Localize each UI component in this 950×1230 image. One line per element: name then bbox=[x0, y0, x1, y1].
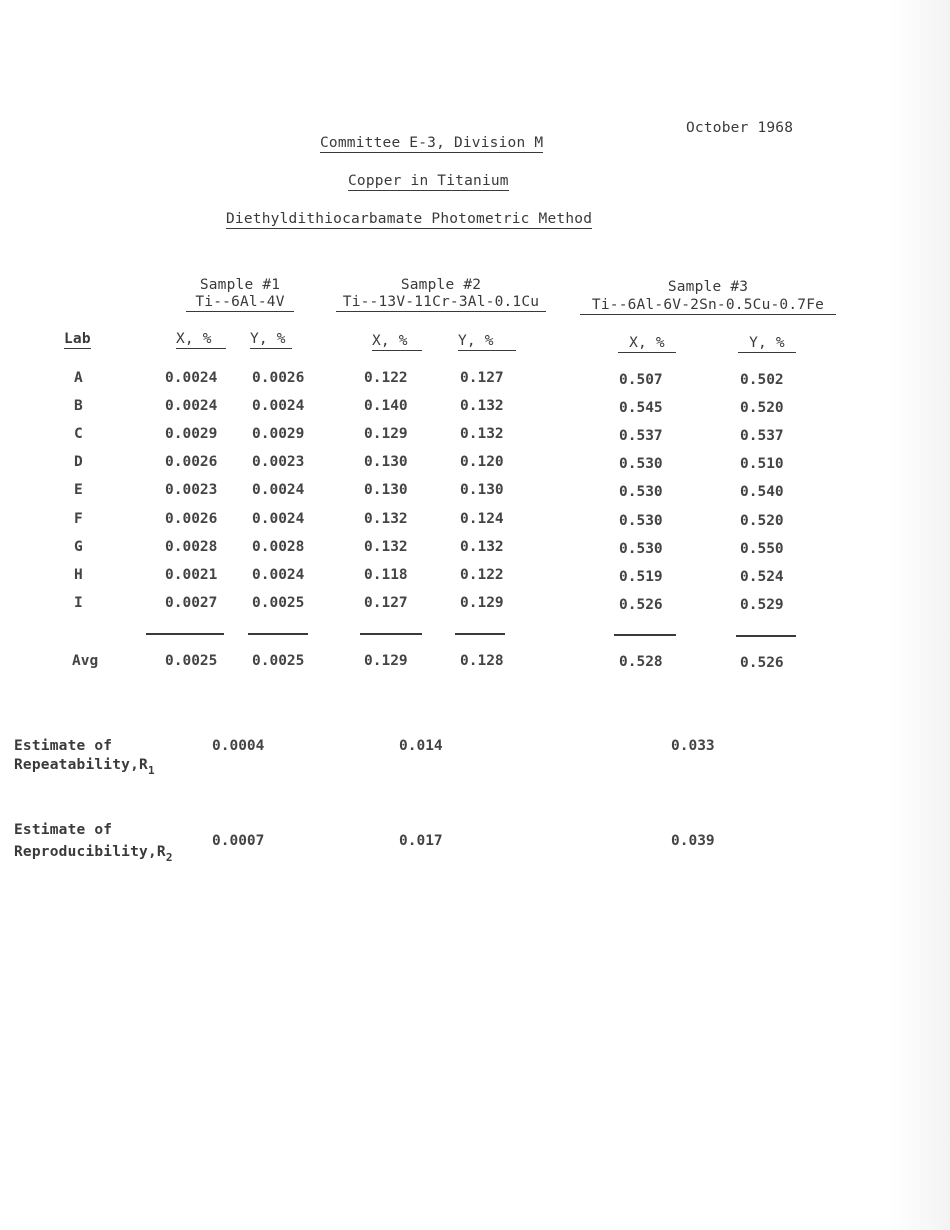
result-value: 0.120 bbox=[460, 454, 504, 471]
result-value: 0.0023 bbox=[165, 482, 218, 499]
result-value: 0.140 bbox=[364, 398, 408, 415]
result-value: 0.0026 bbox=[252, 370, 305, 386]
sum-rule-3y bbox=[736, 635, 796, 637]
result-value: 0.537 bbox=[619, 428, 663, 445]
repeatability-value-1: 0.0004 bbox=[212, 738, 265, 754]
result-value: 0.530 bbox=[619, 512, 663, 529]
result-value: 0.507 bbox=[619, 372, 663, 388]
result-value: 0.519 bbox=[619, 568, 663, 585]
avg-value: 0.129 bbox=[364, 653, 408, 669]
sample-2-name: Sample #2 bbox=[400, 277, 482, 293]
sum-rule-2x bbox=[360, 633, 422, 635]
result-value: 0.502 bbox=[740, 372, 784, 388]
result-value: 0.540 bbox=[740, 484, 784, 501]
sum-rule-3x bbox=[614, 634, 676, 636]
subject-title: Copper in Titanium bbox=[348, 173, 509, 189]
avg-value: 0.528 bbox=[619, 654, 663, 670]
result-value: 0.132 bbox=[364, 510, 408, 527]
sample-1-name: Sample #1 bbox=[199, 277, 281, 293]
result-value: 0.0023 bbox=[252, 454, 305, 471]
result-value: 0.0028 bbox=[252, 538, 305, 555]
result-value: 0.550 bbox=[740, 540, 784, 557]
avg-label: Avg bbox=[72, 653, 99, 669]
reproducibility-subscript: 2 bbox=[165, 851, 173, 864]
result-value: 0.0024 bbox=[252, 482, 305, 499]
result-value: 0.520 bbox=[740, 400, 784, 417]
result-value: 0.510 bbox=[740, 456, 784, 473]
result-value: 0.130 bbox=[460, 482, 504, 499]
result-value: 0.0026 bbox=[165, 454, 218, 471]
result-value: 0.537 bbox=[740, 428, 784, 445]
result-value: 0.545 bbox=[619, 400, 663, 417]
avg-value: 0.526 bbox=[740, 655, 784, 671]
reproducibility-value-1: 0.0007 bbox=[212, 833, 265, 849]
sum-rule-2y bbox=[455, 633, 505, 635]
lab-id: B bbox=[74, 398, 83, 415]
result-value: 0.0025 bbox=[252, 594, 305, 611]
result-value: 0.0024 bbox=[252, 510, 305, 527]
result-value: 0.0024 bbox=[252, 398, 305, 415]
result-value: 0.0027 bbox=[165, 594, 218, 611]
result-value: 0.530 bbox=[619, 456, 663, 473]
sample-2-alloy: Ti--13V-11Cr-3Al-0.1Cu bbox=[336, 294, 546, 312]
result-value: 0.118 bbox=[364, 566, 408, 583]
lab-id: G bbox=[74, 538, 83, 555]
repeatability-label-line1: Estimate of bbox=[14, 738, 113, 754]
method-title: Diethyldithiocarbamate Photometric Method bbox=[226, 211, 593, 227]
y-header-3: Y, % bbox=[738, 335, 796, 353]
result-value: 0.127 bbox=[364, 594, 408, 611]
avg-value: 0.0025 bbox=[165, 653, 218, 669]
x-header-1: X, % bbox=[176, 331, 226, 349]
result-value: 0.526 bbox=[619, 596, 663, 613]
sum-rule-1x bbox=[146, 633, 224, 635]
avg-value: 0.0025 bbox=[252, 653, 305, 669]
result-value: 0.122 bbox=[460, 566, 504, 583]
result-value: 0.130 bbox=[364, 482, 408, 499]
lab-id: E bbox=[74, 482, 83, 499]
repeatability-value-2: 0.014 bbox=[399, 738, 443, 754]
sum-rule-1y bbox=[248, 633, 308, 635]
result-value: 0.0028 bbox=[165, 538, 218, 555]
result-value: 0.529 bbox=[740, 596, 784, 613]
reproducibility-value-3: 0.039 bbox=[671, 833, 715, 849]
result-value: 0.0029 bbox=[252, 426, 305, 443]
result-value: 0.127 bbox=[460, 370, 504, 386]
y-header-2: Y, % bbox=[458, 333, 516, 351]
x-header-2: X, % bbox=[372, 333, 422, 351]
repeatability-value-3: 0.033 bbox=[671, 738, 715, 754]
sample-3-alloy: Ti--6Al-6V-2Sn-0.5Cu-0.7Fe bbox=[580, 297, 836, 315]
lab-id: A bbox=[74, 370, 83, 386]
reproducibility-label-line1: Estimate of bbox=[14, 822, 113, 838]
result-value: 0.0021 bbox=[165, 566, 218, 583]
result-value: 0.132 bbox=[364, 538, 408, 555]
lab-id: C bbox=[74, 426, 83, 443]
y-header-1: Y, % bbox=[250, 331, 292, 349]
repeatability-subscript: 1 bbox=[147, 764, 155, 777]
result-value: 0.0024 bbox=[165, 398, 218, 415]
x-header-3: X, % bbox=[618, 335, 676, 353]
lab-header: Lab bbox=[64, 331, 91, 347]
result-value: 0.530 bbox=[619, 484, 663, 501]
avg-value: 0.128 bbox=[460, 653, 504, 669]
reproducibility-value-2: 0.017 bbox=[399, 833, 443, 849]
result-value: 0.132 bbox=[460, 398, 504, 415]
result-value: 0.129 bbox=[460, 594, 504, 611]
result-value: 0.130 bbox=[364, 454, 408, 471]
result-value: 0.530 bbox=[619, 540, 663, 557]
committee-title: Committee E-3, Division M bbox=[320, 135, 544, 151]
page-edge-shadow bbox=[890, 0, 950, 1230]
result-value: 0.0026 bbox=[165, 510, 218, 527]
result-value: 0.129 bbox=[364, 426, 408, 443]
document-date: October 1968 bbox=[686, 120, 794, 136]
result-value: 0.132 bbox=[460, 426, 504, 443]
lab-id: H bbox=[74, 566, 83, 583]
result-value: 0.132 bbox=[460, 538, 504, 555]
result-value: 0.520 bbox=[740, 512, 784, 529]
sample-3-name: Sample #3 bbox=[667, 279, 749, 295]
sample-1-alloy: Ti--6Al-4V bbox=[186, 294, 294, 312]
result-value: 0.0029 bbox=[165, 426, 218, 443]
result-value: 0.524 bbox=[740, 568, 784, 585]
result-value: 0.122 bbox=[364, 370, 408, 386]
repeatability-label-line2: $Repeatability,R_1$ bbox=[14, 757, 155, 777]
result-value: 0.124 bbox=[460, 510, 504, 527]
lab-id: I bbox=[74, 594, 83, 611]
lab-id: F bbox=[74, 510, 83, 527]
result-value: 0.0024 bbox=[252, 566, 305, 583]
lab-id: D bbox=[74, 454, 83, 471]
reproducibility-label-line2: $Reproducibility,R_2$ bbox=[14, 844, 173, 864]
result-value: 0.0024 bbox=[165, 370, 218, 386]
